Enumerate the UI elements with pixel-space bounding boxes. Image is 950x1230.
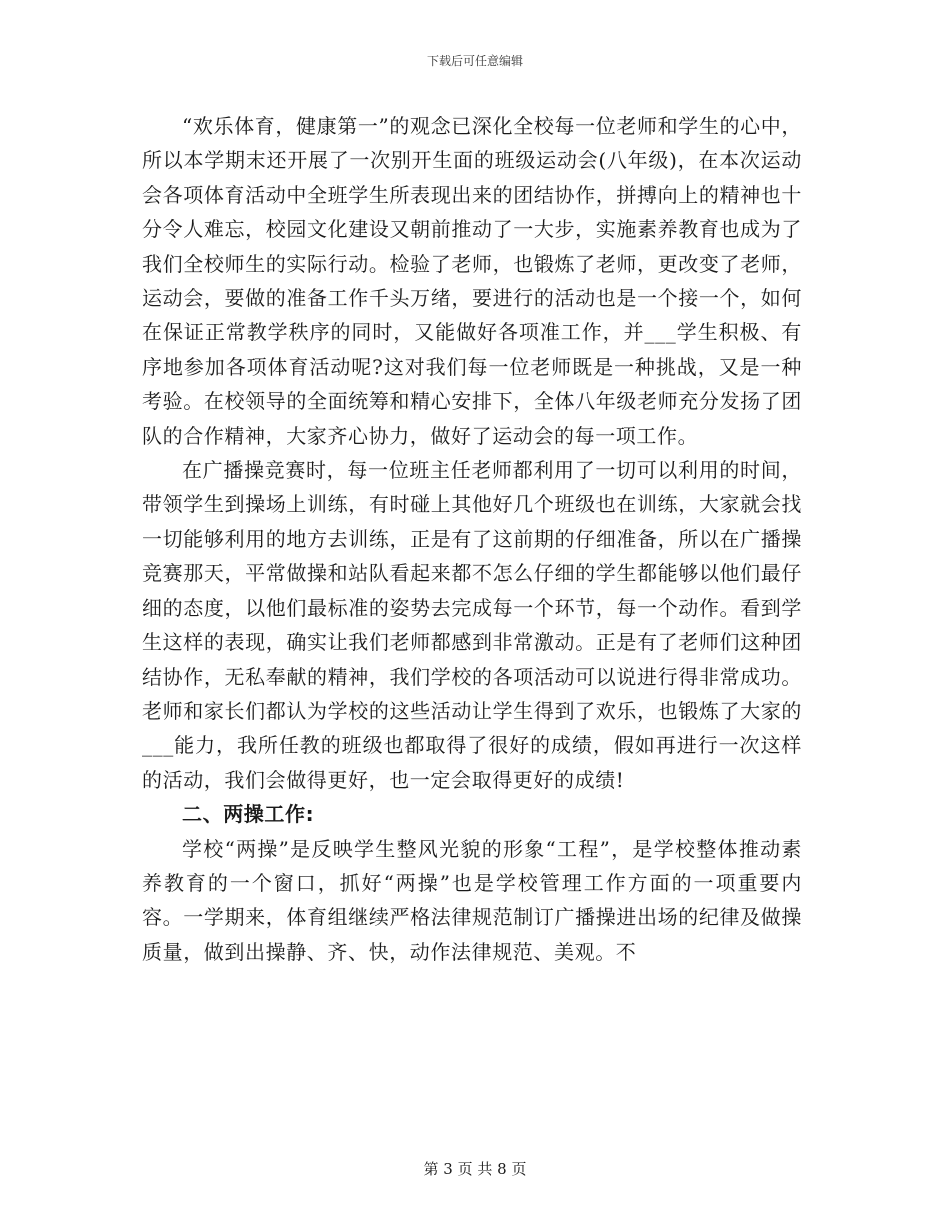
page-number: 第 3 页 共 8 页: [423, 1160, 527, 1178]
section-heading-two-exercises: 二、两操工作:: [182, 802, 315, 827]
paragraph-sports-meet: “欢乐体育，健康第一”的观念已深化全校每一位老师和学生的心中，所以本学期末还开展了一次别开生面的班级运动会(八年级)，在本次运动会各项体育活动中全班学生所表现出来的团结协作，拼搏向上的精神也十分令人难忘，校园文化建设又朝前推动了一大步，实施素养教育也成为了我们全校师生的实际行动。检验了老师，也锻炼了老师，更改变了老师，运动会，要做的准备工作千头万绪，要进行的活动也是一个接一个，如何在保证正常教学秩序的同时，又能做好各项准工作，并___学生积极、有序地参加各项体育活动呢?这对我们每一位老师既是一种挑战，又是一种考验。在校领导的全面统筹和精心安排下，全体八年级老师充分发扬了团队的合作精神，大家齐心协力，做好了运动会的每一项工作。: [142, 114, 802, 448]
document-body: [142, 109, 802, 969]
paragraph-broadcast-exercise: 在广播操竞赛时，每一位班主任老师都利用了一切可以利用的时间，带领学生到操场上训练，有时碰上其他好几个班级也在训练，大家就会找一切能够利用的地方去训练，正是有了这前期的仔细准备，所以在广播操竞赛那天，平常做操和站队看起来都不怎么仔细的学生都能够以他们最仔细的态度，以他们最标准的姿势去完成每一个环节，每一个动作。看到学生这样的表现，确实让我们老师都感到非常激动。正是有了老师们这种团结协作，无私奉献的精神，我们学校的各项活动可以说进行得非常成功。老师和家长们都认为学校的这些活动让学生得到了欢乐，也锻炼了大家的___能力，我所任教的班级也都取得了很好的成绩，假如再进行一次这样的活动，我们会做得更好，也一定会取得更好的成绩!: [142, 458, 802, 792]
page-header-note: 下载后可任意编辑: [426, 54, 523, 68]
paragraph-two-exercises: 学校“两操”是反映学生整风光貌的形象“工程”，是学校整体推动素养教育的一个窗口，抓好“两操”也是学校管理工作方面的一项重要内容。一学期来，体育组继续严格法律规范制订广播操进出场的纪律及做操质量，做到出操静、齐、快，动作法律规范、美观。不: [142, 836, 802, 964]
